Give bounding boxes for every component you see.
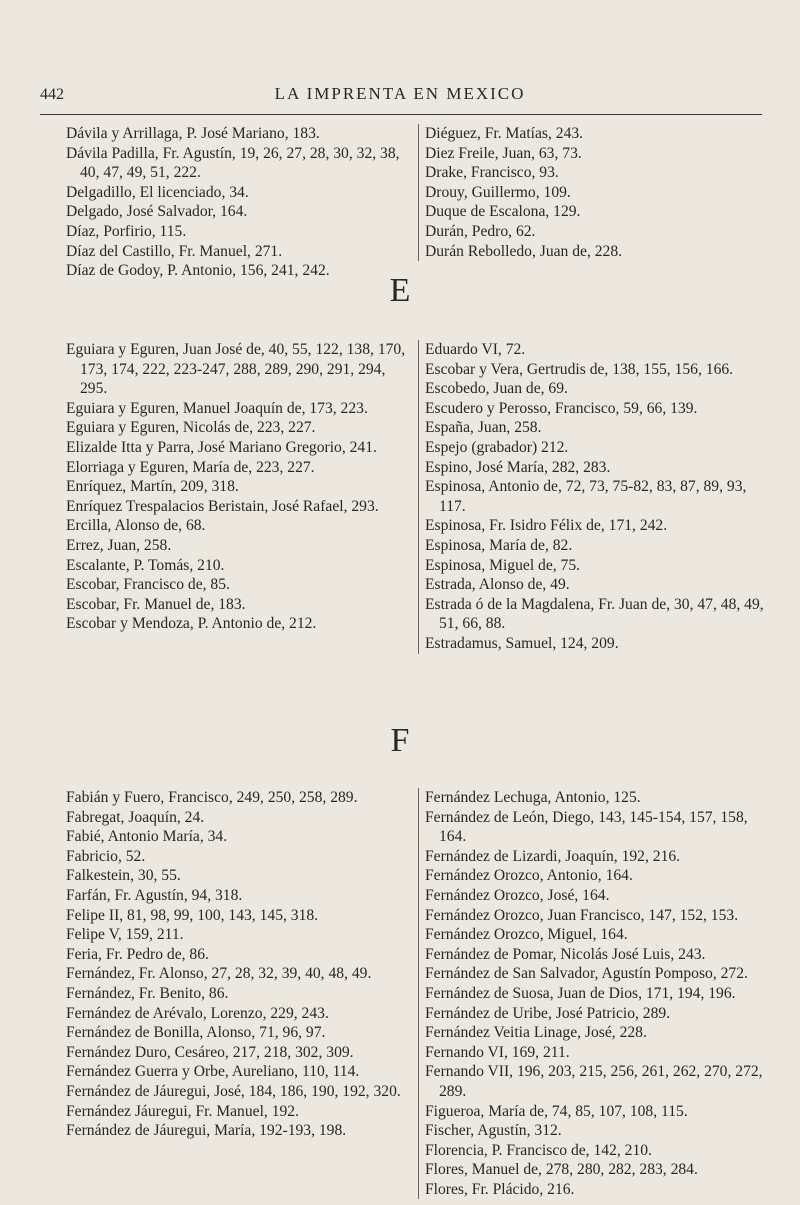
index-entry: Escobar y Vera, Gertrudis de, 138, 155, 156, 166. — [425, 360, 734, 378]
page-number: 442 — [40, 86, 64, 103]
section-e — [40, 340, 762, 720]
index-entry: Diez Freile, Juan, 63, 73. — [425, 144, 582, 162]
index-entry: Fabián y Fuero, Francisco, 249, 250, 258, 289. — [66, 789, 358, 806]
section-f — [40, 788, 763, 1198]
index-entry: Fernández de Bonilla, Alonso, 71, 96, 97. — [66, 1024, 326, 1042]
index-entry: Fernández, Fr. Alonso, 27, 28, 32, 39, 40, 48, 49. — [66, 965, 372, 983]
index-entry: Fernández Orozco, Antonio, 164. — [425, 867, 633, 885]
index-entry: Feria, Fr. Pedro de, 86. — [66, 945, 209, 963]
index-entry: Enríquez, Martín, 209, 318. — [66, 478, 239, 496]
index-entry: Fernández de Uribe, José Patricio, 289. — [425, 1004, 671, 1022]
index-entry: Florencia, P. Francisco de, 142, 210. — [425, 1141, 652, 1159]
section-f-left-column — [66, 788, 411, 1141]
index-entry: Fernández Veitia Linage, José, 228. — [425, 1024, 647, 1042]
index-entry: Fabié, Antonio María, 34. — [66, 828, 228, 846]
index-entry: Ercilla, Alonso de, 68. — [66, 517, 206, 535]
index-entry: Errez, Juan, 258. — [66, 536, 172, 554]
section-d — [40, 124, 762, 280]
index-entry: Fischer, Agustín, 312. — [425, 1122, 562, 1140]
index-entry: Flores, Fr. Plácido, 216. — [425, 1180, 575, 1198]
index-entry: España, Juan, 258. — [425, 419, 542, 437]
index-entry: Eguiara y Eguren, Nicolás de, 223, 227. — [66, 419, 316, 437]
index-entry: Drake, Francisco, 93. — [425, 164, 559, 182]
section-f-right-column — [418, 788, 770, 1199]
index-entry: Espinosa, Miguel de, 75. — [425, 556, 581, 574]
index-entry: Fernández de San Salvador, Agustín Pomposo, 272. — [425, 965, 748, 983]
index-entry: Fernández Orozco, Juan Francisco, 147, 152, 153. — [425, 906, 739, 924]
index-entry: Fernández de Lizardi, Joaquín, 192, 216. — [425, 847, 681, 865]
index-entry: Durán Rebolledo, Juan de, 228. — [425, 242, 623, 260]
section-e-left-column — [66, 340, 411, 634]
index-entry: Fernández Orozco, Miguel, 164. — [425, 926, 628, 944]
index-entry: Escobar, Francisco de, 85. — [66, 576, 230, 594]
index-entry: Felipe V, 159, 211. — [66, 926, 184, 944]
index-entry: Espinosa, María de, 82. — [425, 536, 573, 554]
header-rule — [40, 114, 762, 115]
index-entry: Eduardo VI, 72. — [425, 341, 526, 358]
index-entry: Fernando VI, 169, 211. — [425, 1043, 570, 1061]
index-entry: Escobar, Fr. Manuel de, 183. — [66, 595, 246, 613]
index-entry: Estrada, Alonso de, 49. — [425, 576, 570, 594]
index-entry: Falkestein, 30, 55. — [66, 867, 181, 885]
index-entry: Duque de Escalona, 129. — [425, 203, 581, 221]
index-entry: Espino, José María, 282, 283. — [425, 458, 611, 476]
section-e-right-column — [418, 340, 770, 654]
index-entry: Fernández Duro, Cesáreo, 217, 218, 302, 309. — [66, 1043, 354, 1061]
index-entry: Farfán, Fr. Agustín, 94, 318. — [66, 886, 243, 904]
index-entry: Fernández Lechuga, Antonio, 125. — [425, 789, 641, 806]
index-entry: Escalante, P. Tomás, 210. — [66, 556, 225, 574]
index-entry: Drouy, Guillermo, 109. — [425, 183, 571, 201]
index-entry: Fabregat, Joaquín, 24. — [66, 808, 205, 826]
index-entry: Elizalde Itta y Parra, José Mariano Gregorio, 241. — [66, 438, 377, 456]
index-entry: Escudero y Perosso, Francisco, 59, 66, 139. — [425, 399, 698, 417]
index-entry: Delgado, José Salvador, 164. — [66, 203, 248, 221]
index-entry: Díaz del Castillo, Fr. Manuel, 271. — [66, 242, 283, 260]
index-entry: Espejo (grabador) 212. — [425, 438, 569, 456]
index-entry: Fernández, Fr. Benito, 86. — [66, 984, 229, 1002]
index-entry: Fernando VII, 196, 203, 215, 256, 261, 262, 270, 272, 289. — [425, 1063, 763, 1100]
index-entry: Fabricio, 52. — [66, 847, 146, 865]
index-entry: Espinosa, Antonio de, 72, 73, 75-82, 83, 87, 89, 93, 117. — [425, 478, 747, 515]
index-entry: Figueroa, María de, 74, 85, 107, 108, 115. — [425, 1102, 688, 1120]
index-entry: Fernández de Jáuregui, José, 184, 186, 190, 192, 320. — [66, 1082, 401, 1100]
index-entry: Elorriaga y Eguren, María de, 223, 227. — [66, 458, 315, 476]
section-d-left-column — [66, 124, 411, 281]
index-entry: Escobar y Mendoza, P. Antonio de, 212. — [66, 615, 317, 633]
section-letter-e: E — [389, 272, 411, 309]
index-entry: Flores, Manuel de, 278, 280, 282, 283, 284. — [425, 1161, 698, 1179]
index-entry: Fernández de Suosa, Juan de Dios, 171, 194, 196. — [425, 984, 736, 1002]
index-entry: Durán, Pedro, 62. — [425, 222, 536, 240]
index-entry: Fernández de Arévalo, Lorenzo, 229, 243. — [66, 1004, 329, 1022]
section-d-right-column — [418, 124, 770, 261]
index-entry: Eguiara y Eguren, Manuel Joaquín de, 173, 223. — [66, 399, 368, 417]
index-entry: Díaz, Porfirio, 115. — [66, 222, 187, 240]
index-entry: Escobedo, Juan de, 69. — [425, 380, 568, 398]
index-entry: Estrada ó de la Magdalena, Fr. Juan de, 30, 47, 48, 49, 51, 66, 88. — [425, 595, 764, 633]
running-title: LA IMPRENTA EN MEXICO — [274, 84, 526, 103]
index-entry: Dávila y Arrillaga, P. José Mariano, 183. — [66, 125, 320, 142]
index-entry: Fernández Jáuregui, Fr. Manuel, 192. — [66, 1102, 299, 1120]
section-letter-f: F — [390, 722, 410, 759]
index-entry: Díaz de Godoy, P. Antonio, 156, 241, 242. — [66, 262, 330, 280]
index-entry: Felipe II, 81, 98, 99, 100, 143, 145, 318. — [66, 906, 319, 924]
index-entry: Fernández Orozco, José, 164. — [425, 886, 610, 904]
index-entry: Dávila Padilla, Fr. Agustín, 19, 26, 27, 28, 30, 32, 38, 40, 47, 49, 51, 222. — [66, 144, 400, 182]
index-entry: Estradamus, Samuel, 124, 209. — [425, 634, 619, 652]
index-entry: Fernández de Jáuregui, María, 192-193, 198. — [66, 1122, 347, 1140]
index-entry: Fernández de Pomar, Nicolás José Luis, 243. — [425, 945, 706, 963]
index-entry: Fernández de León, Diego, 143, 145-154, 157, 158, 164. — [425, 808, 748, 846]
index-entry: Espinosa, Fr. Isidro Félix de, 171, 242. — [425, 517, 668, 535]
index-entry: Fernández Guerra y Orbe, Aureliano, 110, 114. — [66, 1063, 360, 1081]
index-entry: Diéguez, Fr. Matías, 243. — [425, 125, 584, 142]
index-entry: Delgadillo, El licenciado, 34. — [66, 183, 249, 201]
index-entry: Enríquez Trespalacios Beristain, José Rafael, 293. — [66, 497, 379, 515]
index-entry: Eguiara y Eguren, Juan José de, 40, 55, 122, 138, 170, 173, 174, 222, 223-247, 288, 289, 290, 291, 294, 295. — [66, 341, 406, 398]
